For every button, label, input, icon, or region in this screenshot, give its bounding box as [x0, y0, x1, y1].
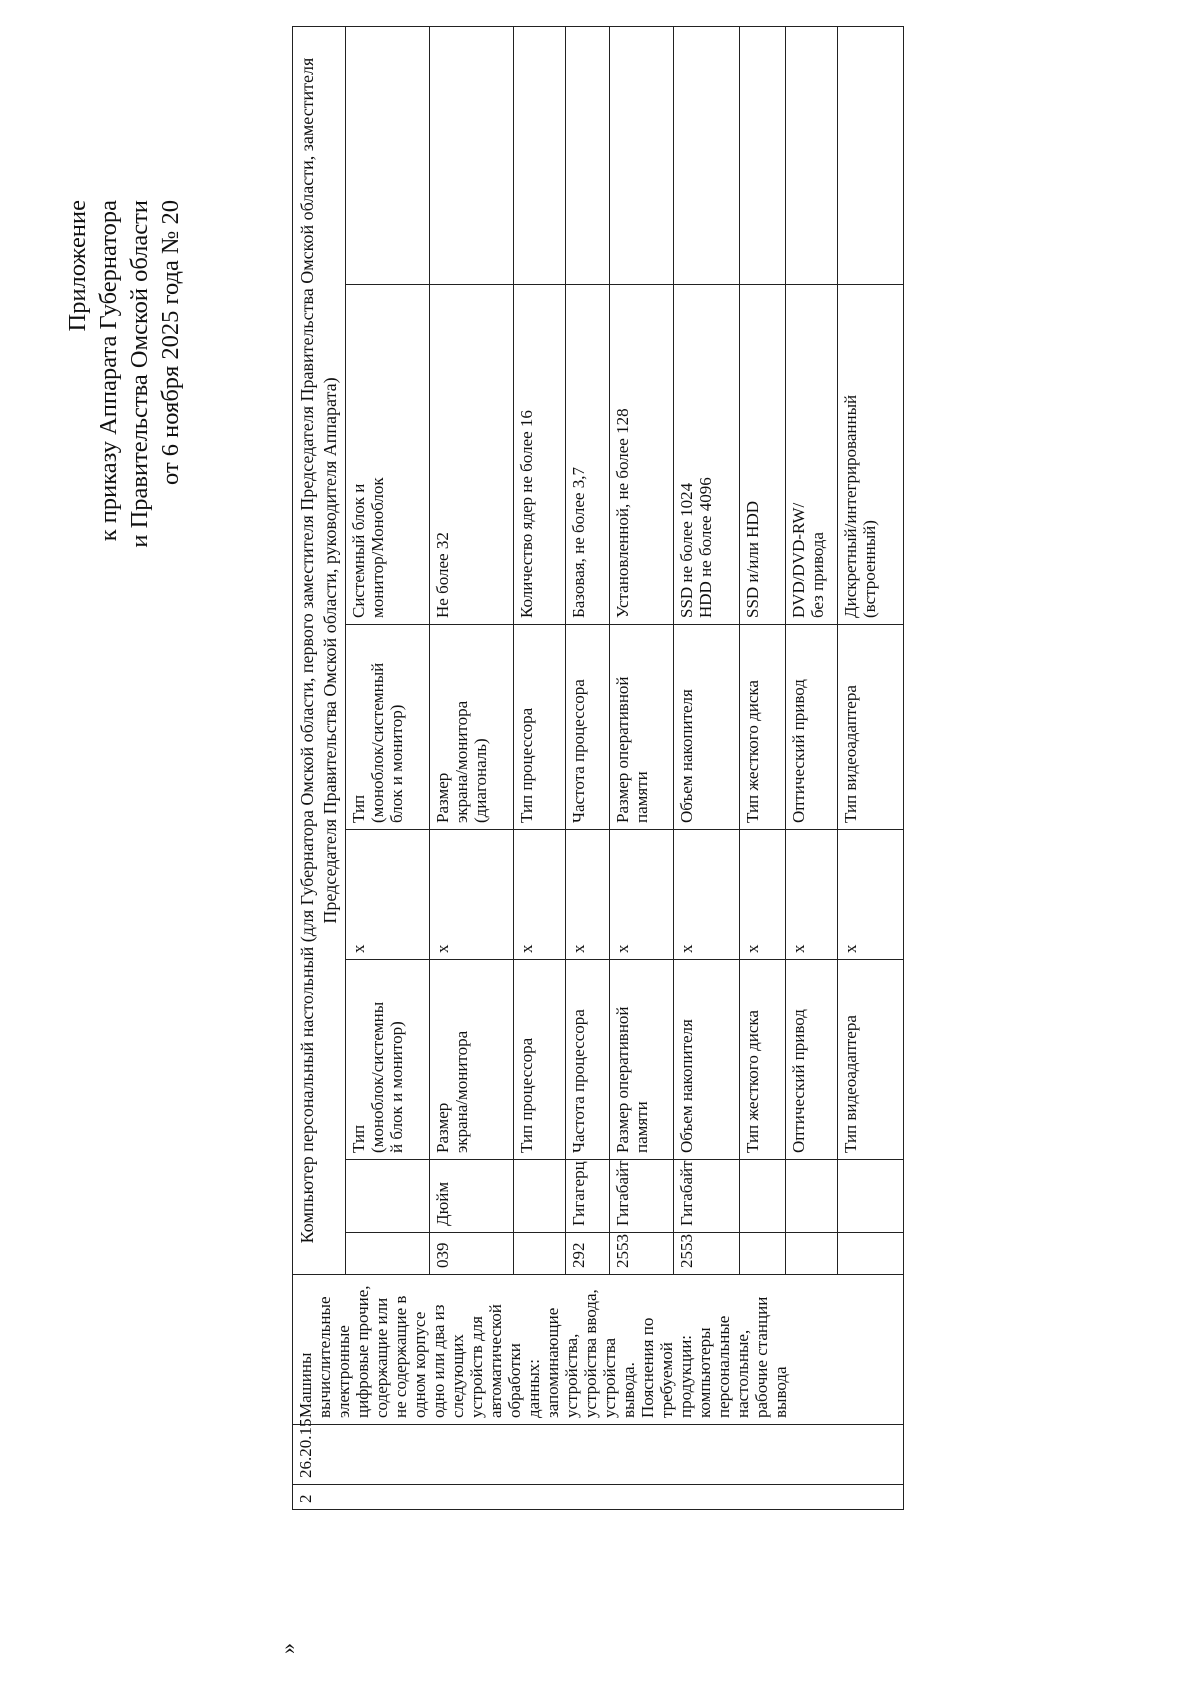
okei-code-cell [838, 1233, 904, 1275]
value-cell: x [430, 830, 514, 960]
characteristic-cell: Тип жесткого диска [740, 960, 786, 1160]
characteristic-cell: Тип видеоадаптера [838, 960, 904, 1160]
characteristic-cell: Частота процессора [566, 960, 610, 1160]
characteristic-cell: Оптический привод [786, 625, 838, 830]
value-cell: Не более 32 [430, 285, 514, 625]
okei-code-cell: 039 [430, 1233, 514, 1275]
empty-cell [740, 27, 786, 285]
unit-cell [740, 1160, 786, 1233]
unit-cell: Гигагерц [566, 1160, 610, 1233]
product-name-cell: Машины вычислительные электронные цифровые прочие, содержащие или не содержащие в одном корпусе одно или два из следующих устройств для автоматической обработки данных: запоминающие устройства, устройства ввода, устройства вывода. Пояснения по требуемой продукции: компьютеры персональные настольные, рабочие станции вывода [293, 1275, 904, 1425]
group-header-cell: Компьютер персональный настольный (для Губернатора Омской области, первого заместителя Председателя Правительства Омской области, заместителя Председателя Правительства Омской области, руководителя Аппарата) [293, 27, 346, 1275]
characteristic-cell: Объем накопителя [674, 960, 740, 1160]
appendix-date-line: от 6 ноября 2025 года № 20 [157, 200, 184, 485]
unit-cell [346, 1160, 430, 1233]
unit-cell [514, 1160, 566, 1233]
value-cell: x [610, 830, 674, 960]
appendix-header [62, 200, 186, 900]
okei-code-cell [346, 1233, 430, 1275]
okei-code-cell: 292 [566, 1233, 610, 1275]
value-cell: x [346, 830, 430, 960]
appendix-title: Приложение [64, 200, 91, 332]
value-cell: x [674, 830, 740, 960]
characteristic-cell: Размер оперативной памяти [610, 960, 674, 1160]
characteristic-cell: Размер экрана/монитора [430, 960, 514, 1160]
characteristic-cell: Тип процессора [514, 960, 566, 1160]
characteristic-cell: Размер оперативной памяти [610, 625, 674, 830]
unit-cell: Дюйм [430, 1160, 514, 1233]
characteristic-cell: Тип процессора [514, 625, 566, 830]
okei-code-cell: 2553 [610, 1233, 674, 1275]
value-cell: Системный блок и монитор/Моноблок [346, 285, 430, 625]
value-cell: Количество ядер не более 16 [514, 285, 566, 625]
okei-code-cell [514, 1233, 566, 1275]
unit-cell: Гигабайт [674, 1160, 740, 1233]
unit-cell [786, 1160, 838, 1233]
empty-cell [838, 27, 904, 285]
value-cell: DVD/DVD-RW/ без привода [786, 285, 838, 625]
value-cell: x [838, 830, 904, 960]
characteristic-cell: Тип (моноблок/системный блок и монитор) [346, 625, 430, 830]
value-cell: x [740, 830, 786, 960]
appendix-government-line: и Правительства Омской области [126, 200, 153, 548]
unit-cell [838, 1160, 904, 1233]
empty-cell [566, 27, 610, 285]
okpd-code-cell: 26.20.15 [293, 1425, 904, 1485]
okei-code-cell [740, 1233, 786, 1275]
characteristic-cell: Частота процессора [566, 625, 610, 830]
characteristic-cell: Тип (моноблок/системны й блок и монитор) [346, 960, 430, 1160]
empty-cell [514, 27, 566, 285]
empty-cell [430, 27, 514, 285]
value-cell: x [566, 830, 610, 960]
value-cell: SSD и/или HDD [740, 285, 786, 625]
value-cell: SSD не более 1024 HDD не более 4096 [674, 285, 740, 625]
closing-quote: » [275, 1643, 300, 1654]
value-cell: x [786, 830, 838, 960]
empty-cell [786, 27, 838, 285]
requirements-table [292, 26, 904, 1510]
value-cell: Установленной, не более 128 [610, 285, 674, 625]
value-cell: Базовая, не более 3,7 [566, 285, 610, 625]
characteristic-cell: Размер экрана/монитора (диагональ) [430, 625, 514, 830]
value-cell: x [514, 830, 566, 960]
table-row [293, 27, 346, 1510]
characteristic-cell: Оптический привод [786, 960, 838, 1160]
empty-cell [610, 27, 674, 285]
appendix-order-line: к приказу Аппарата Губернатора [95, 200, 122, 542]
value-cell: Дискретный/интегрированный (встроенный) [838, 285, 904, 625]
unit-cell: Гигабайт [610, 1160, 674, 1233]
okei-code-cell: 2553 [674, 1233, 740, 1275]
empty-cell [346, 27, 430, 285]
characteristic-cell: Объем накопителя [674, 625, 740, 830]
characteristic-cell: Тип видеоадаптера [838, 625, 904, 830]
okei-code-cell [786, 1233, 838, 1275]
empty-cell [674, 27, 740, 285]
characteristic-cell: Тип жесткого диска [740, 625, 786, 830]
row-number-cell: 2 [293, 1485, 904, 1510]
